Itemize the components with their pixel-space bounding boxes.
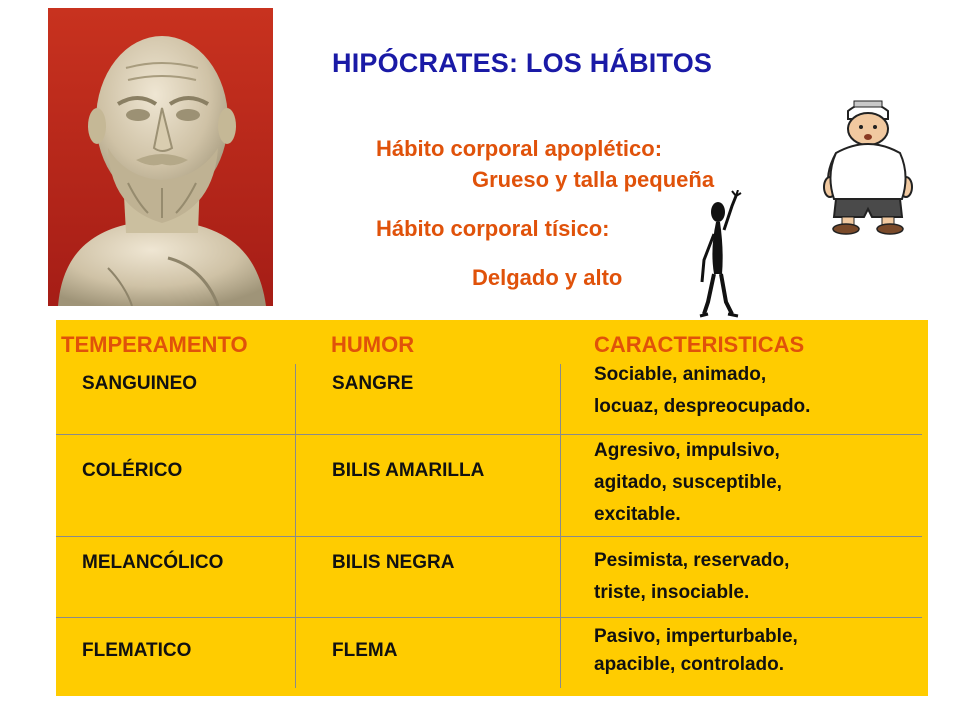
table-cell-humor: BILIS AMARILLA [332,460,485,481]
habit-apoplectic-description: Grueso y talla pequeña [472,167,715,192]
header-temperament: TEMPERAMENTO [61,332,248,357]
stout-man-icon [818,95,918,235]
slide-title: HIPÓCRATES: LOS HÁBITOS [332,48,713,78]
row-divider [56,617,922,618]
table-cell-traits: locuaz, despreocupado. [594,396,811,417]
table-cell-temperament: COLÉRICO [82,460,183,481]
table-cell-humor: SANGRE [332,373,414,394]
table-cell-traits: Agresivo, impulsivo, [594,440,780,461]
table-cell-traits: Pasivo, imperturbable, [594,626,798,647]
table-cell-temperament: SANGUINEO [82,373,198,394]
temperament-table [56,320,928,696]
table-cell-traits: excitable. [594,504,681,525]
table-cell-traits: agitado, susceptible, [594,472,782,493]
habit-phthisic-description: Delgado y alto [472,265,623,290]
row-divider [56,536,922,537]
table-cell-humor: BILIS NEGRA [332,552,455,573]
column-divider [560,364,561,688]
habit-phthisic-label: Hábito corporal tísico: [376,216,610,241]
table-cell-traits: Pesimista, reservado, [594,550,790,571]
table-cell-traits: Sociable, animado, [594,364,767,385]
table-cell-traits: triste, insociable. [594,582,750,603]
header-humor: HUMOR [331,332,415,357]
habit-apoplectic-label: Hábito corporal apoplético: [376,136,663,161]
table-cell-temperament: MELANCÓLICO [82,552,224,573]
table-cell-traits: apacible, controlado. [594,654,785,675]
hippocrates-portrait [48,8,273,306]
table-cell-temperament: FLEMATICO [82,640,192,661]
table-cell-humor: FLEMA [332,640,398,661]
thin-man-icon [694,190,754,320]
header-characteristics: CARACTERISTICAS [594,332,805,357]
column-divider [295,364,296,688]
row-divider [56,434,922,435]
